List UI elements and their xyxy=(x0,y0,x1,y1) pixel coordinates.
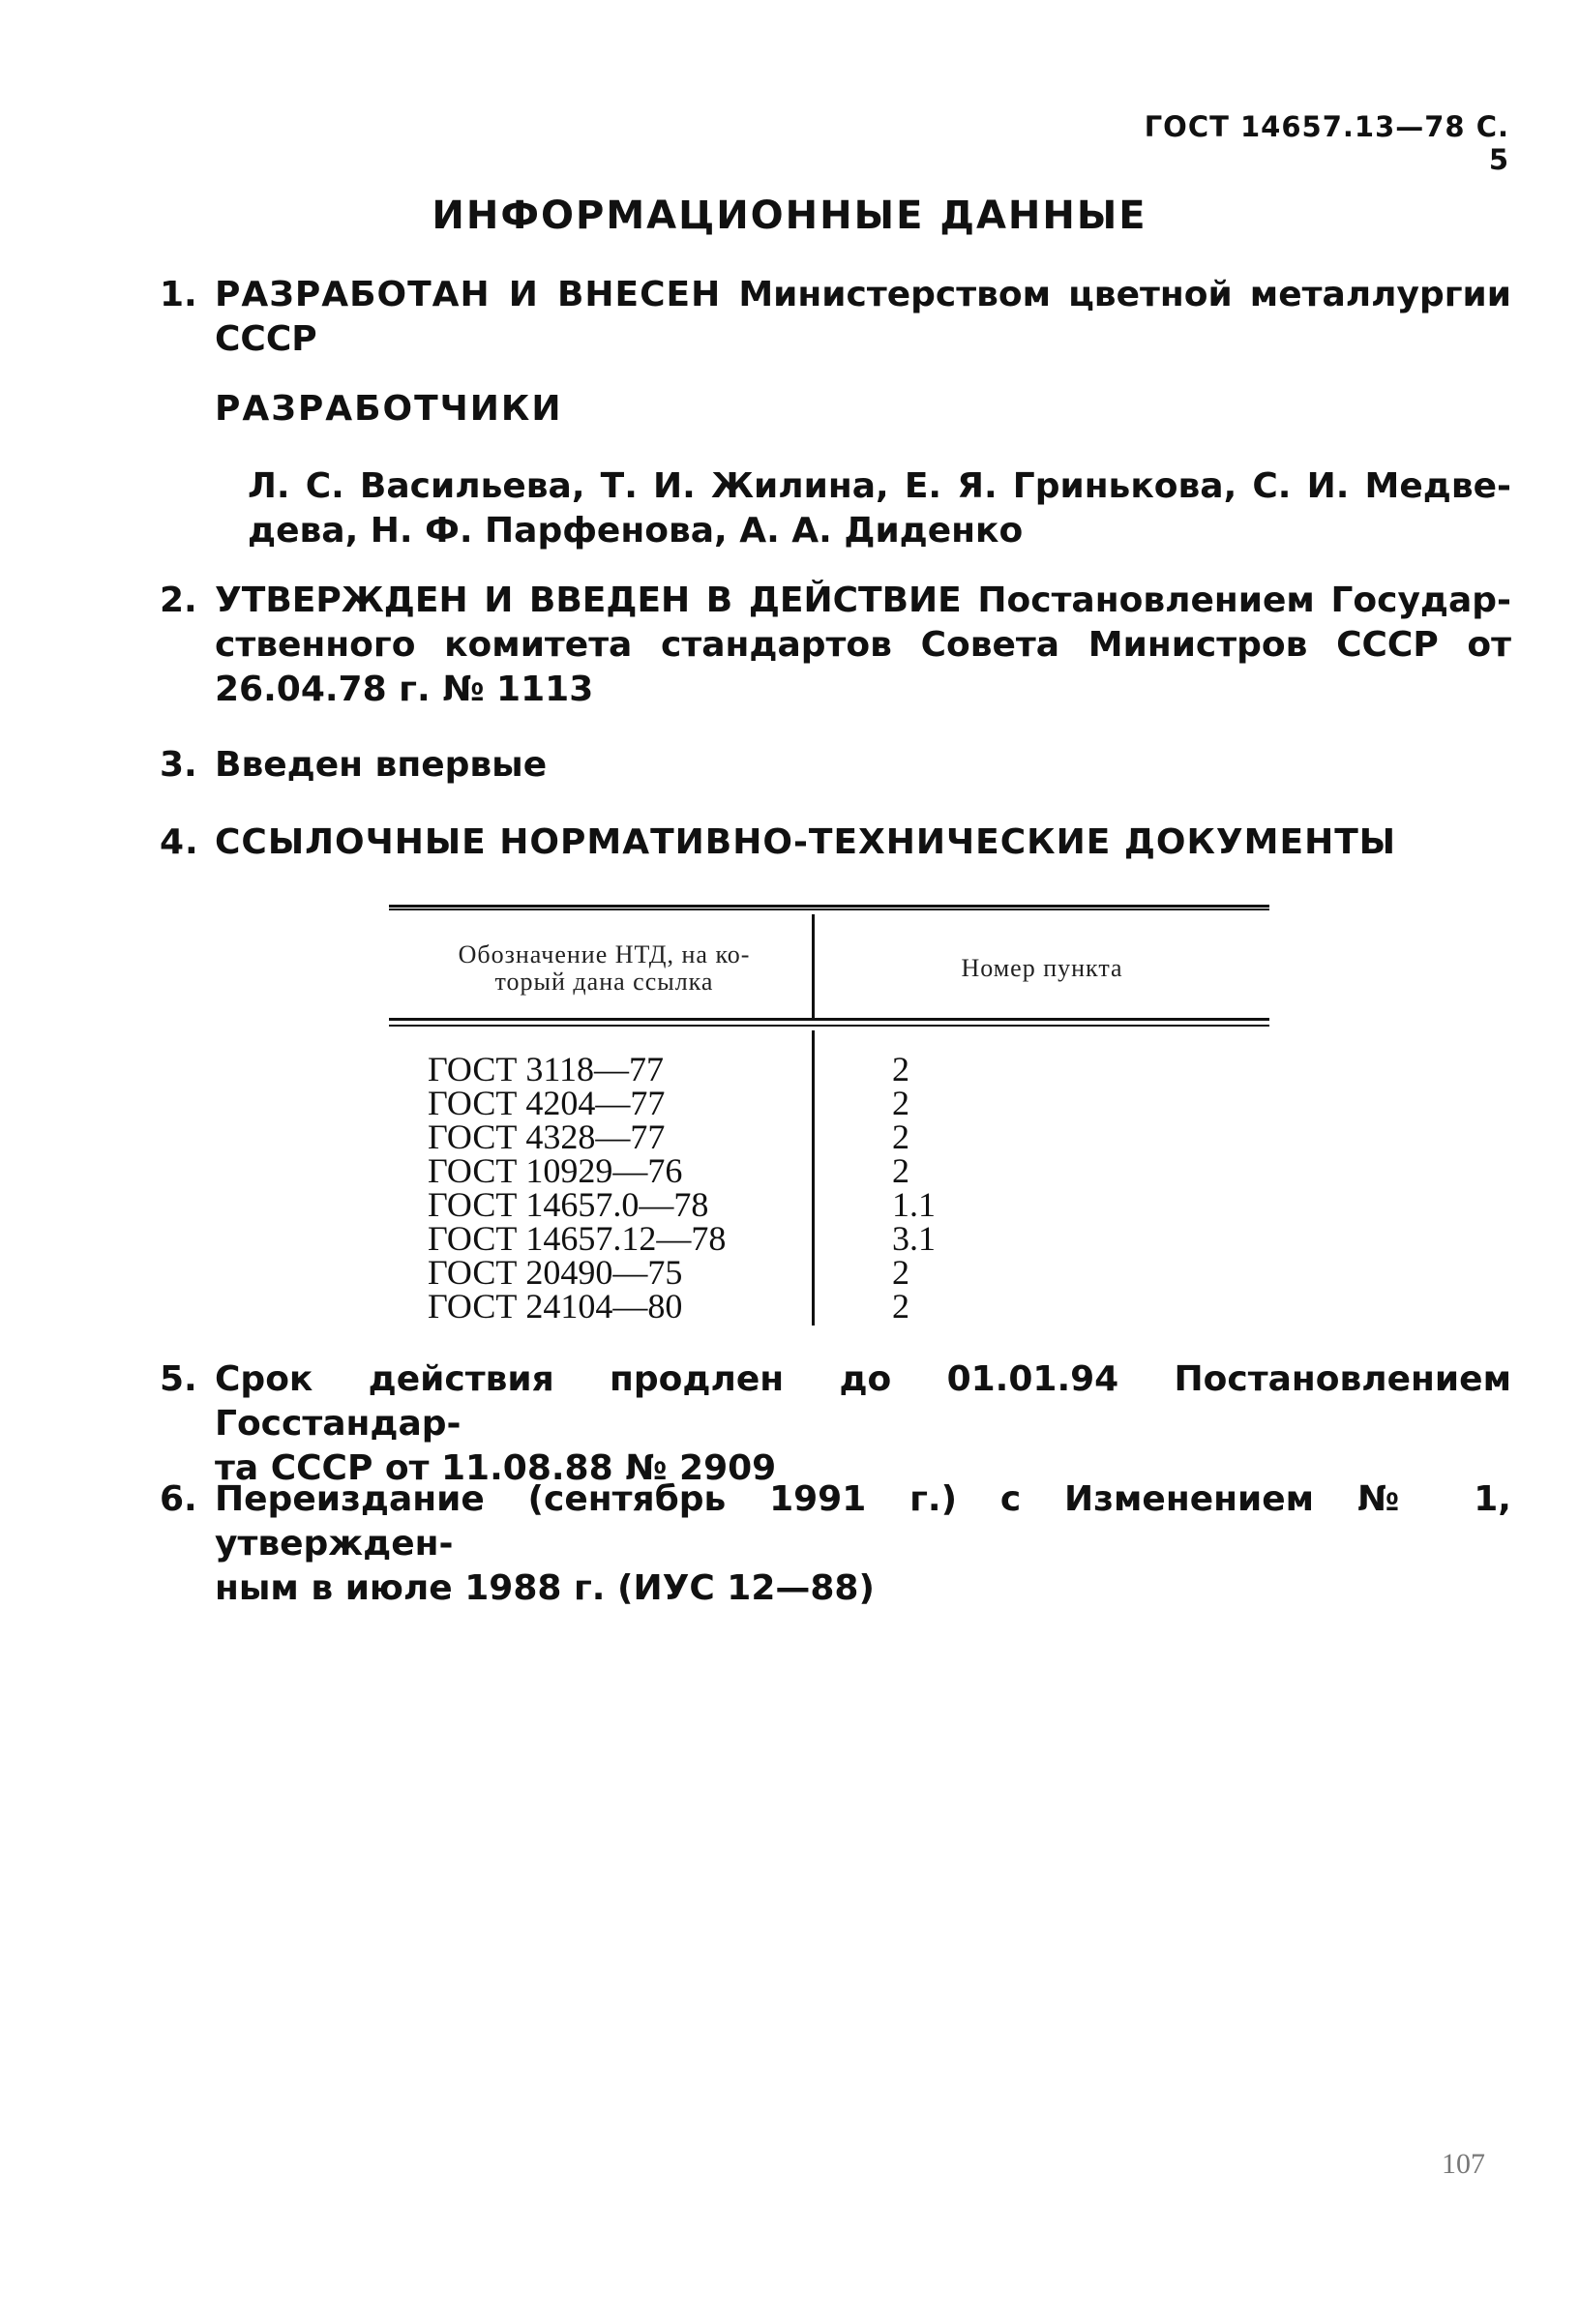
developers-list xyxy=(248,464,1511,553)
item-6-line-2: ным в июле 1988 г. (ИУС 12—88) xyxy=(215,1568,875,1608)
item-number: 3. xyxy=(160,745,197,785)
reference-documents-table xyxy=(389,905,1269,1330)
document-header-ref: ГОСТ 14657.13—78 С. 5 xyxy=(1144,110,1509,176)
item-number: 5. xyxy=(160,1359,197,1399)
table-cell-num: 1.1 xyxy=(892,1185,936,1224)
developers-line-1: Л. С. Васильева, Т. И. Жилина, Е. Я. Гринькова, С. И. Медве- xyxy=(248,466,1511,506)
developers-heading: РАЗРАБОТЧИКИ xyxy=(215,389,563,429)
item-1-line-2: СССР xyxy=(215,319,317,359)
page-title: ИНФОРМАЦИОННЫЕ ДАННЫЕ xyxy=(432,194,1147,238)
table-header-rule-2 xyxy=(389,1025,1269,1027)
item-number: 1. xyxy=(160,275,197,314)
item-6-line-1: Переиздание (сентябрь 1991 г.) с Изменением № 1, утвержден- xyxy=(215,1479,1511,1564)
table-cell-doc: ГОСТ 4328—77 xyxy=(428,1117,666,1156)
item-5-line-1: Срок действия продлен до 01.01.94 Постановлением Госстандар- xyxy=(215,1359,1511,1444)
table-cell-num: 2 xyxy=(892,1287,909,1326)
item-2-line-2: ственного комитета стандартов Совета Министров СССР от xyxy=(215,625,1511,665)
table-cell-num: 2 xyxy=(892,1050,909,1088)
table-header-rule xyxy=(389,1018,1269,1021)
table-header-doc-line-2: торый дана ссылка xyxy=(494,968,714,996)
table-header-num: Номер пункта xyxy=(961,954,1123,982)
table-top-rule xyxy=(389,905,1269,908)
item-4-text: ССЫЛОЧНЫЕ НОРМАТИВНО-ТЕХНИЧЕСКИЕ ДОКУМЕНТЫ xyxy=(215,822,1397,862)
item-3-text: Введен впервые xyxy=(215,745,548,785)
item-5-line-2: та СССР от 11.08.88 № 2909 xyxy=(215,1448,777,1488)
page-number: 107 xyxy=(1442,2148,1485,2180)
table-cell-doc: ГОСТ 10929—76 xyxy=(428,1151,683,1190)
table-cell-doc: ГОСТ 3118—77 xyxy=(428,1050,665,1088)
table-cell-num: 2 xyxy=(892,1151,909,1190)
table-cell-doc: ГОСТ 20490—75 xyxy=(428,1253,683,1292)
item-1-line-1 xyxy=(215,273,1511,317)
table-header-doc-line-1: Обозначение НТД, на ко- xyxy=(458,940,751,968)
table-top-rule-2 xyxy=(389,909,1269,910)
item-1-rest: Министерством цветной металлургии xyxy=(738,275,1511,314)
table-cell-num: 3.1 xyxy=(892,1219,936,1258)
item-2-line-1: УТВЕРЖДЕН И ВВЕДЕН В ДЕЙСТВИЕ Постановлением Государ- xyxy=(215,581,1511,620)
item-number: 6. xyxy=(160,1479,197,1519)
item-2-line-3: 26.04.78 г. № 1113 xyxy=(215,670,594,709)
table-body-divider xyxy=(812,1030,815,1326)
item-1-lead: РАЗРАБОТАН И ВНЕСЕН xyxy=(215,275,722,314)
item-number: 4. xyxy=(160,822,199,862)
table-cell-doc: ГОСТ 24104—80 xyxy=(428,1287,683,1326)
table-cell-doc: ГОСТ 14657.12—78 xyxy=(428,1219,727,1258)
table-cell-num: 2 xyxy=(892,1253,909,1292)
table-header-doc xyxy=(413,941,795,996)
table-cell-num: 2 xyxy=(892,1084,909,1122)
item-number: 2. xyxy=(160,581,197,620)
table-cell-doc: ГОСТ 4204—77 xyxy=(428,1084,666,1122)
developers-line-2: дева, Н. Ф. Парфенова, А. А. Диденко xyxy=(248,511,1024,551)
table-cell-doc: ГОСТ 14657.0—78 xyxy=(428,1185,709,1224)
table-header-divider xyxy=(812,914,815,1019)
table-cell-num: 2 xyxy=(892,1117,909,1156)
